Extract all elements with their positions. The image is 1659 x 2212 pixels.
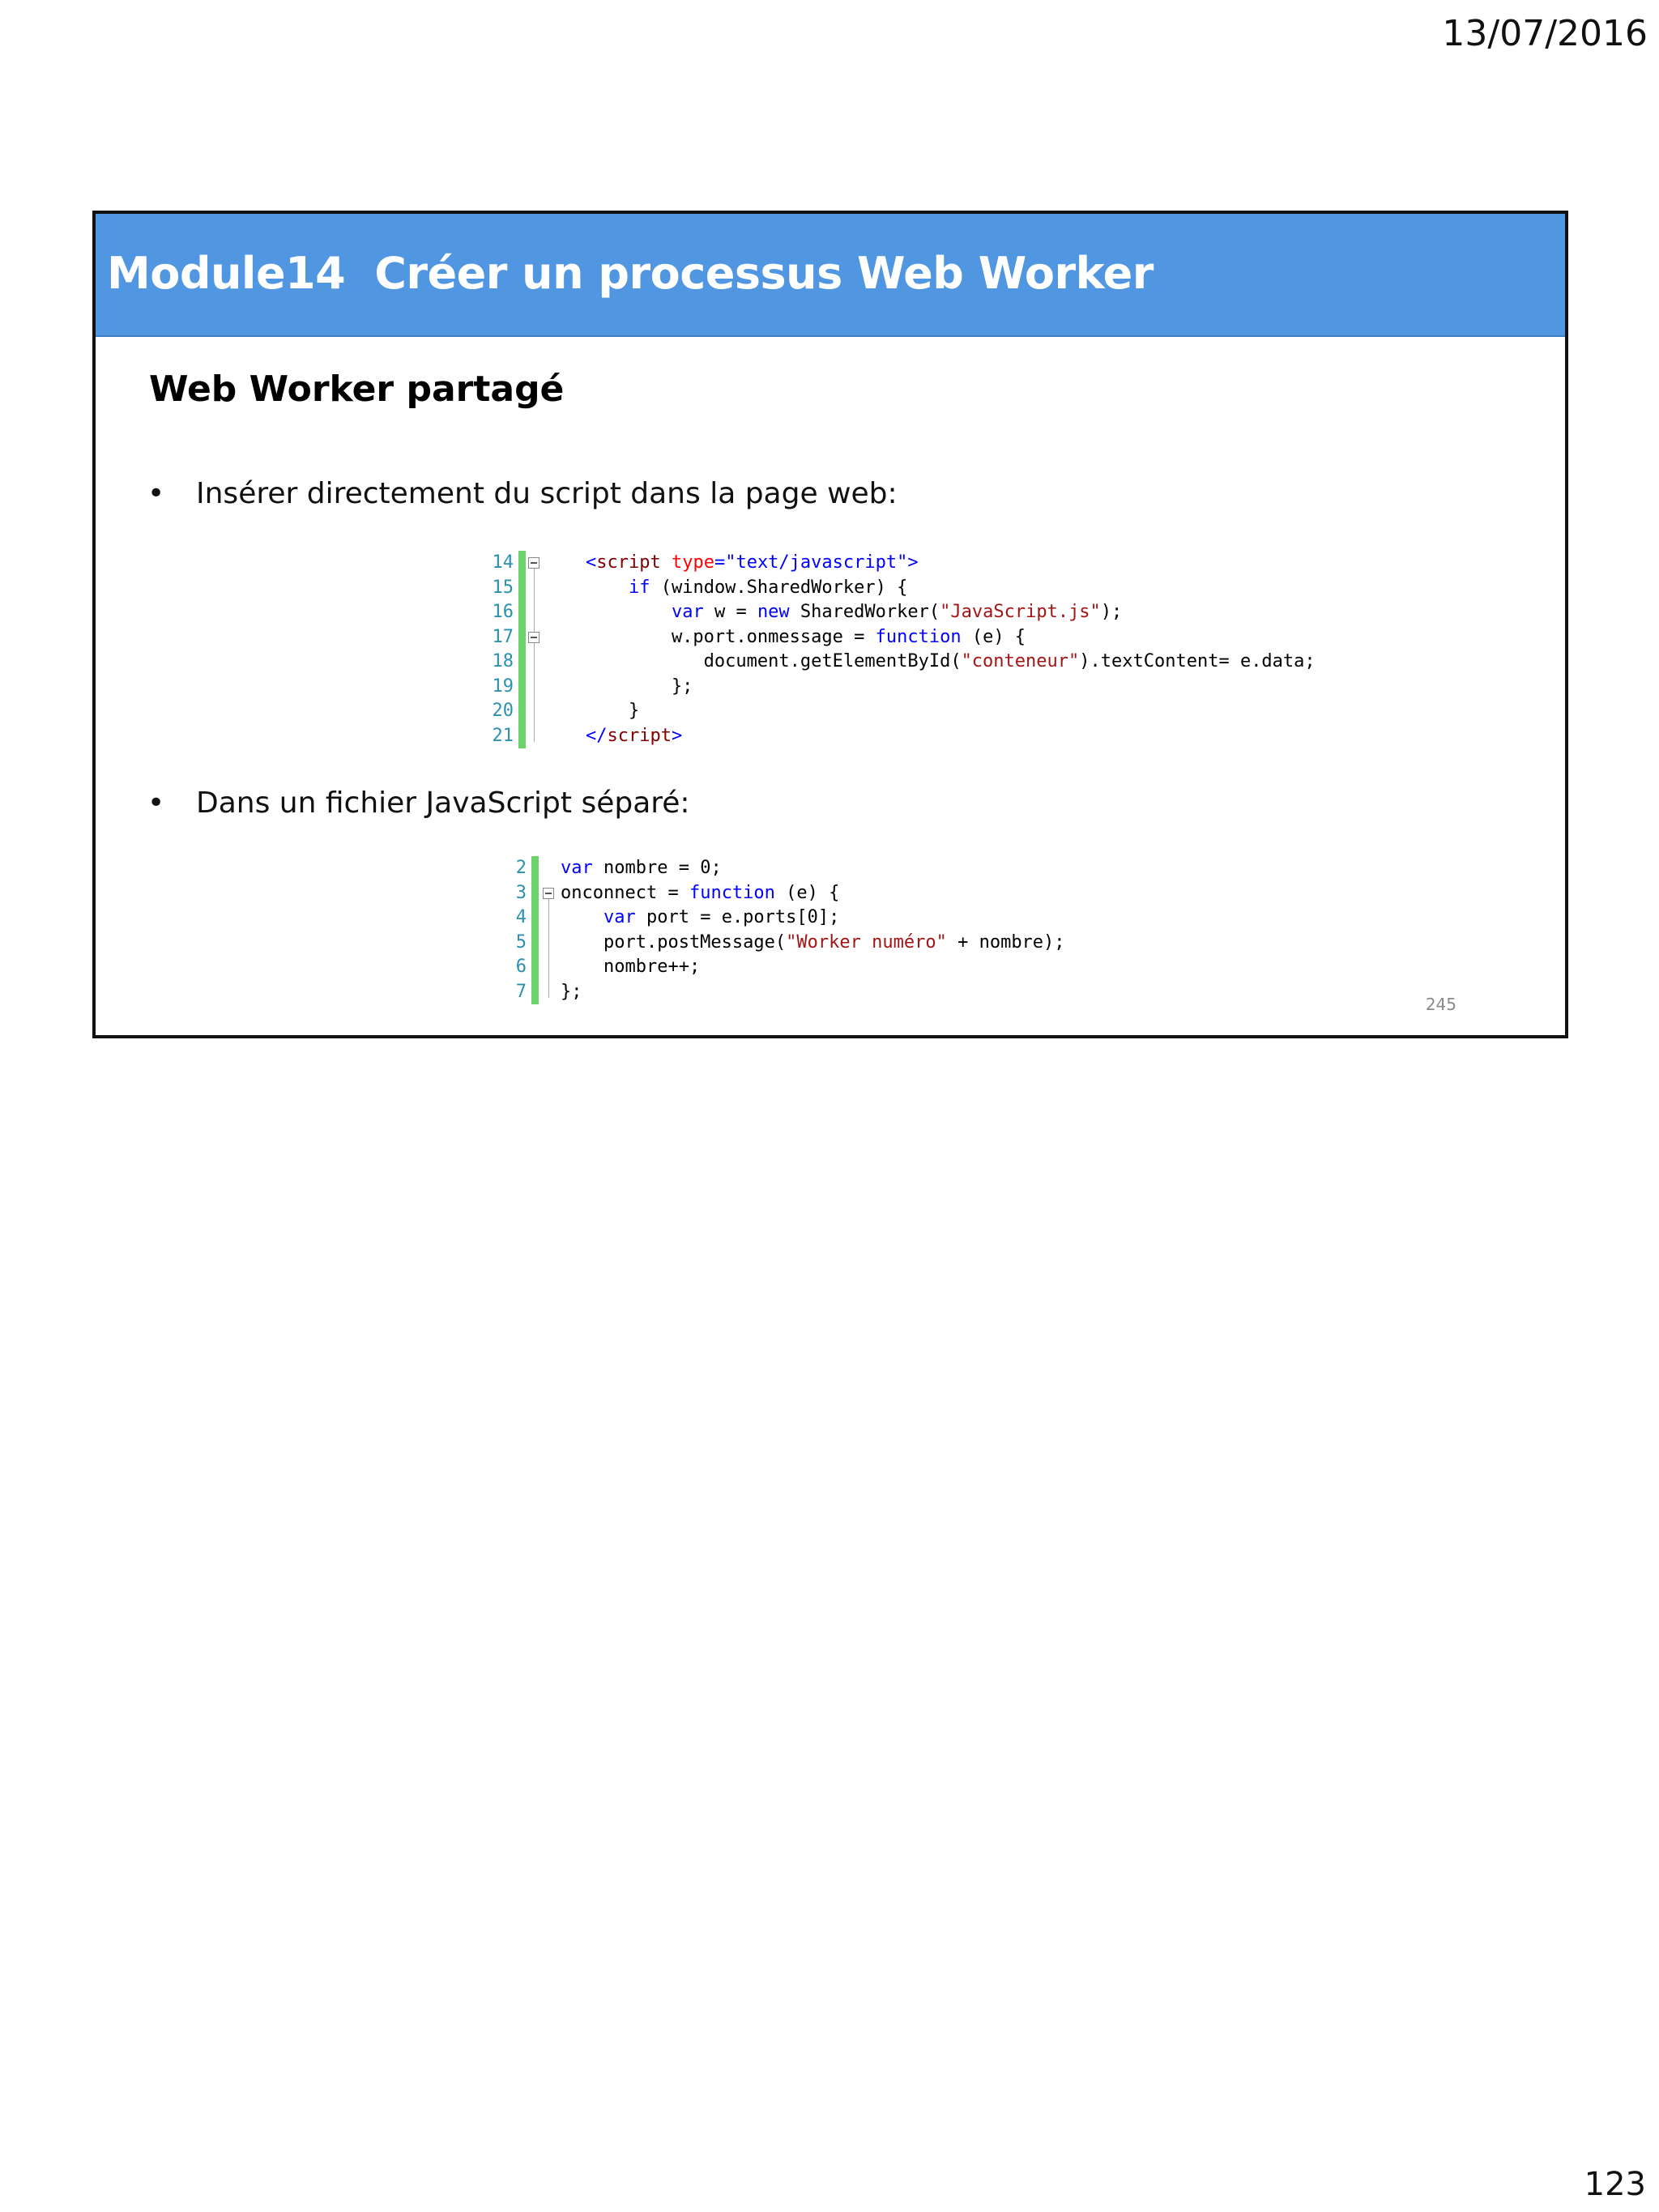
bullet-dot: • <box>147 786 165 820</box>
code-line <box>481 551 1453 575</box>
code-text <box>543 600 1122 624</box>
code-text <box>543 675 693 699</box>
code-text <box>543 576 907 600</box>
code-token: </ <box>585 725 608 746</box>
collapse-toggle-icon[interactable] <box>543 888 554 899</box>
code-token: "text/javascript" <box>725 552 908 573</box>
code-line <box>481 625 1453 650</box>
line-number: 3 <box>515 882 527 903</box>
code-token: } <box>543 701 640 721</box>
code-line <box>481 724 1453 748</box>
code-text <box>543 625 1026 650</box>
code-token: function <box>875 626 962 647</box>
code-token: ); <box>1100 602 1123 622</box>
code-text <box>543 699 639 723</box>
code-line <box>481 675 1453 699</box>
code-token: nombre++; <box>561 957 701 977</box>
line-number: 21 <box>492 725 514 746</box>
slide-title <box>107 245 1154 303</box>
code-token: if <box>628 577 650 598</box>
slide-header <box>96 214 1565 337</box>
code-token: + nombre); <box>946 931 1065 953</box>
code-line <box>481 600 1453 624</box>
code-line <box>481 576 1453 600</box>
code-line <box>505 955 1235 979</box>
code-line <box>505 980 1235 1004</box>
code-token: "Worker numéro" <box>786 931 947 953</box>
code-token: var <box>561 858 593 878</box>
code-token: port.postMessage( <box>561 931 787 953</box>
code-token: (e) { <box>774 882 840 903</box>
code-token <box>543 602 672 622</box>
bullet-dot: • <box>147 477 165 510</box>
code-text <box>561 955 700 979</box>
code-token: w = <box>703 602 757 622</box>
code-token: SharedWorker( <box>789 602 940 622</box>
code-token: nombre = 0; <box>592 858 722 878</box>
code-text <box>561 856 722 880</box>
code-token <box>543 578 629 598</box>
code-line <box>505 906 1235 930</box>
code-token: var <box>603 907 636 927</box>
code-token: script <box>607 725 672 746</box>
code-token <box>543 726 586 746</box>
code-token: port = e.ports[0]; <box>635 907 840 927</box>
code-token: ).textContent= e.data; <box>1079 651 1316 671</box>
line-number: 2 <box>515 858 527 878</box>
bullet-item <box>147 784 690 823</box>
line-number: 20 <box>492 701 514 721</box>
code-line <box>481 650 1453 674</box>
bullet-text: Dans un fichier JavaScript séparé: <box>196 786 690 820</box>
line-number: 6 <box>515 957 527 977</box>
line-number: 16 <box>492 602 514 622</box>
line-number: 19 <box>492 676 514 697</box>
code-text <box>543 650 1316 674</box>
slide-title-text: Créer un processus Web Worker <box>374 248 1154 299</box>
page-date: 13/07/2016 <box>1442 13 1648 54</box>
code-token: = <box>714 552 726 573</box>
code-line <box>505 881 1235 906</box>
collapse-toggle-icon[interactable] <box>528 632 539 643</box>
line-number: 15 <box>492 577 514 598</box>
code-text <box>561 931 1065 955</box>
code-snippet-inline-script <box>481 551 1453 753</box>
code-token: (e) { <box>961 626 1026 647</box>
code-line <box>481 699 1453 723</box>
code-token: w.port.onmessage = <box>543 626 876 647</box>
code-token: (window.SharedWorker) { <box>650 577 908 598</box>
code-token: > <box>907 552 919 573</box>
collapse-toggle-icon[interactable] <box>528 557 539 569</box>
line-number: 18 <box>492 651 514 671</box>
code-token: }; <box>561 981 582 1002</box>
line-number: 17 <box>492 626 514 647</box>
code-token: new <box>757 602 790 622</box>
code-text <box>561 980 582 1004</box>
page-number: 123 <box>1584 2166 1646 2203</box>
code-line <box>505 856 1235 880</box>
code-token: < <box>585 552 597 573</box>
code-line <box>505 931 1235 955</box>
module-label: Module14 <box>107 248 346 299</box>
code-text <box>561 906 839 930</box>
code-token <box>561 907 603 927</box>
code-text <box>543 724 682 748</box>
code-text <box>543 551 919 575</box>
slide-number: 245 <box>1425 995 1456 1014</box>
bullet-text: Insérer directement du script dans la page web: <box>196 477 898 510</box>
code-token: function <box>689 882 775 903</box>
line-number: 5 <box>515 931 527 953</box>
code-snippet-javascript-file <box>505 856 1235 1026</box>
line-number: 4 <box>515 907 527 927</box>
code-token: document.getElementById( <box>543 651 962 671</box>
code-token: "conteneur" <box>961 651 1080 671</box>
code-token: }; <box>543 676 693 697</box>
code-token: onconnect = <box>561 882 689 903</box>
code-text <box>561 881 839 906</box>
code-token <box>543 552 586 573</box>
line-number: 14 <box>492 552 514 573</box>
line-number: 7 <box>515 981 527 1002</box>
code-token: var <box>671 602 704 622</box>
section-title: Web Worker partagé <box>149 369 565 410</box>
code-token: script <box>596 552 661 573</box>
code-token: "JavaScript.js" <box>940 602 1101 622</box>
bullet-item <box>147 475 898 514</box>
code-token: type <box>660 552 714 573</box>
code-token: > <box>671 725 683 746</box>
